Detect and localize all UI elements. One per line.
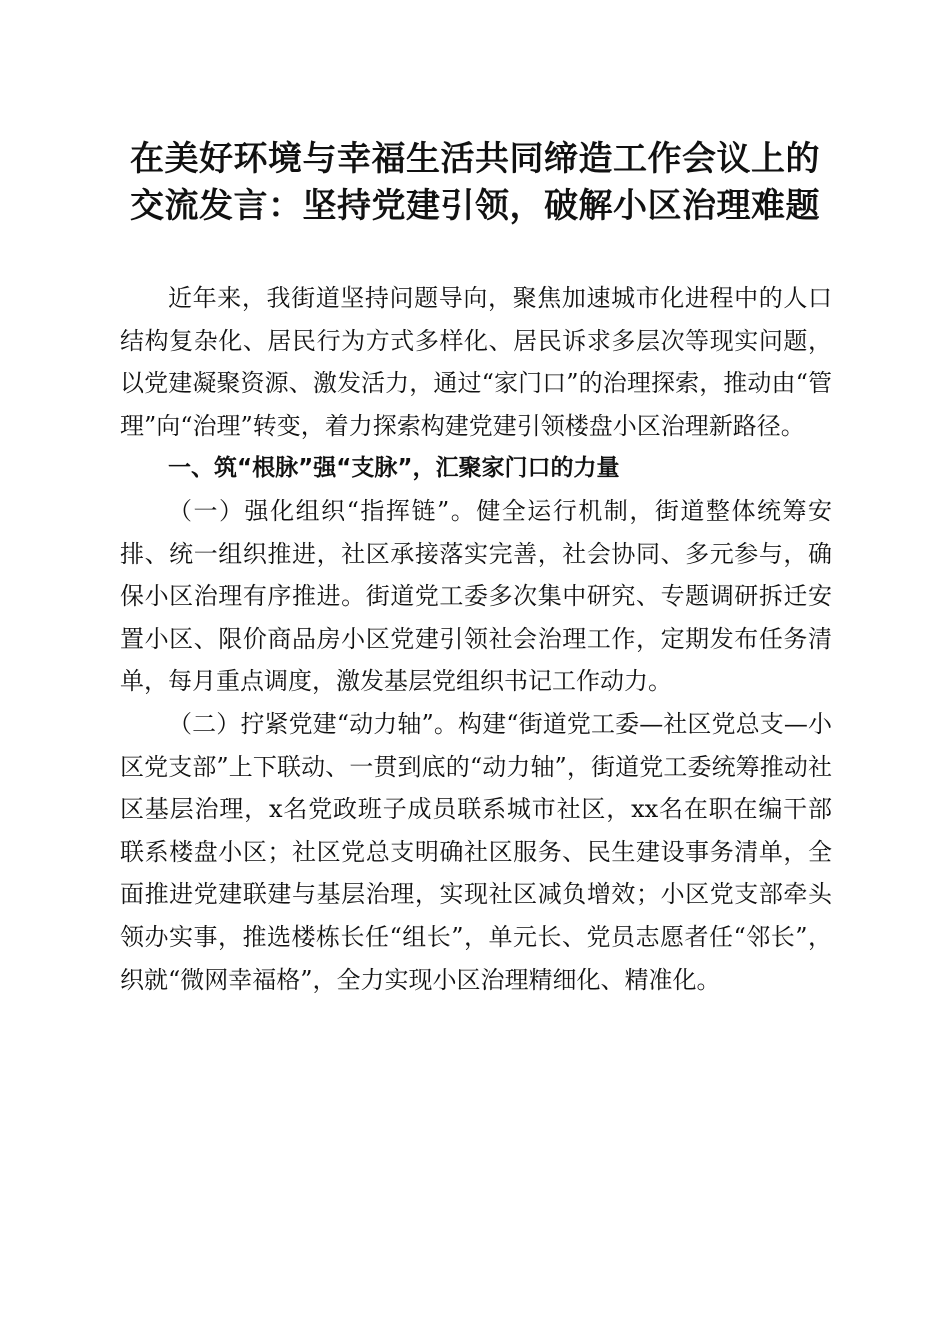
title-line-1: 在美好环境与幸福生活共同缔造工作会议上的 (130, 139, 820, 179)
document-body (120, 277, 832, 1001)
document-title (100, 136, 850, 230)
subsection-paragraph-1: （一）强化组织“指挥链”。健全运行机制，街道整体统筹安排、统一组织推进，社区承接落实完善，社会协同、多元参与，确保小区治理有序推进。街道党工委多次集中研究、专题调研拆迁安置小区、限价商品房小区党建引领社会治理工作，定期发布任务清单，每月重点调度，激发基层党组织书记工作动力。 (120, 496, 832, 696)
subsection-paragraph-2: （二）拧紧党建“动力轴”。构建“街道党工委—社区党总支—小区党支部”上下联动、一贯到底的“动力轴”，街道党工委统筹推动社区基层治理，x名党政班子成员联系城市社区，xx名在职在编干部联系楼盘小区；社区党总支明确社区服务、民生建设事务清单，全面推进党建联建与基层治理，实现社区减负增效；小区党支部牵头领办实事，推选楼栋长任“组长”，单元长、党员志愿者任“邻长”，织就“微网幸福格”，全力实现小区治理精细化、精准化。 (120, 709, 832, 994)
section-heading-1: 一、筑“根脉”强“支脉”，汇聚家门口的力量 (168, 455, 620, 482)
intro-paragraph: 近年来，我街道坚持问题导向，聚焦加速城市化进程中的人口结构复杂化、居民行为方式多样化、居民诉求多层次等现实问题，以党建凝聚资源、激发活力，通过“家门口”的治理探索，推动由“管理”向“治理”转变，着力探索构建党建引领楼盘小区治理新路径。 (120, 284, 832, 440)
title-line-2: 交流发言：坚持党建引领，破解小区治理难题 (130, 186, 820, 226)
